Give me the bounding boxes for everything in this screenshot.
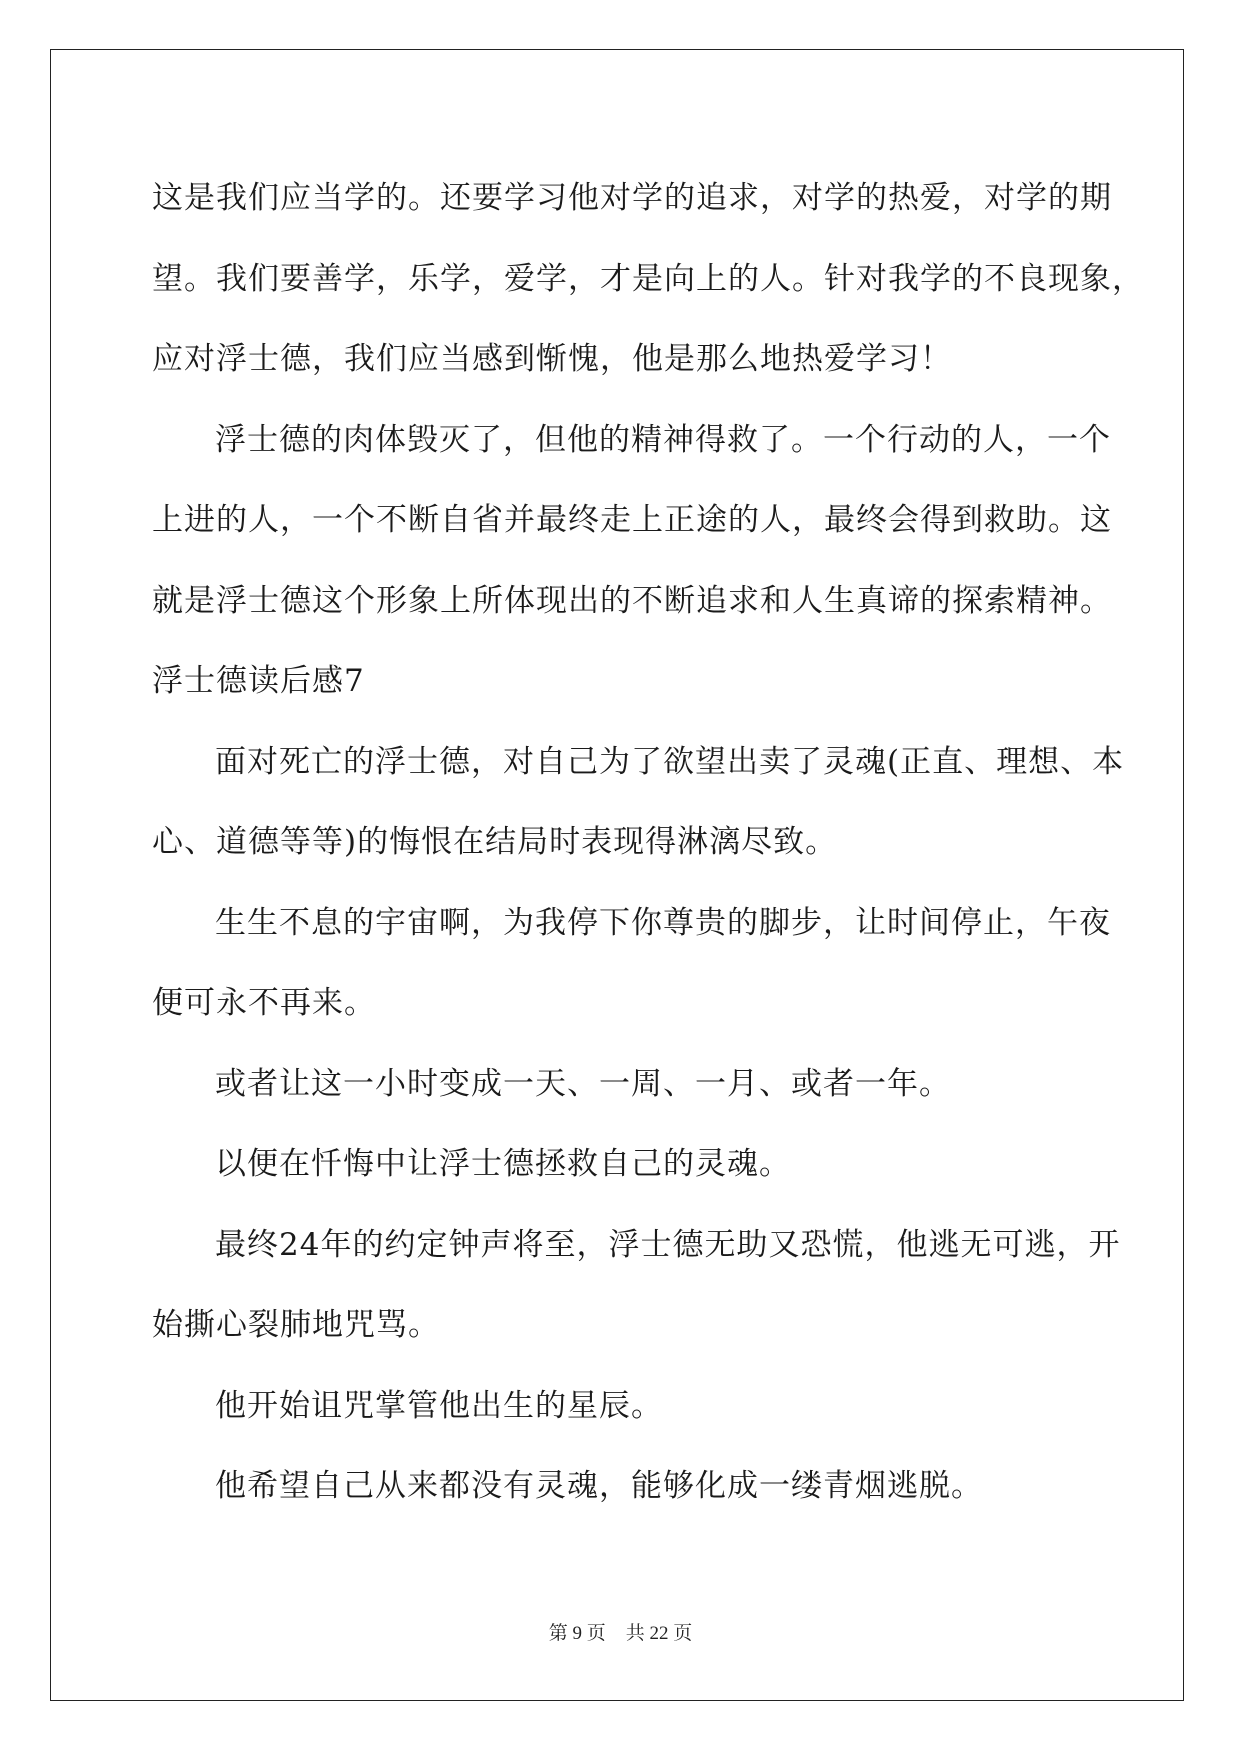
paragraph-line: 生生不息的宇宙啊，为我停下你尊贵的脚步，让时间停止，午夜 <box>215 904 1111 941</box>
paragraph-line: 就是浮士德这个形象上所体现出的不断追求和人生真谛的探索精神。 <box>152 582 1112 619</box>
paragraph-line: 望。我们要善学，乐学，爱学，才是向上的人。针对我学的不良现象， <box>152 260 1144 297</box>
paragraph-line: 便可永不再来。 <box>152 985 376 1021</box>
paragraph-line: 浮士德的肉体毁灭了，但他的精神得救了。一个行动的人，一个 <box>215 421 1111 458</box>
page-total: 共 22 页 <box>625 1623 693 1644</box>
paragraph-line: 以便在忏悔中让浮士德拯救自己的灵魂。 <box>215 1146 791 1182</box>
paragraph-line: 最终24年的约定钟声将至，浮士德无助又恐慌，他逃无可逃，开 <box>215 1226 1121 1263</box>
paragraph-line: 他希望自己从来都没有灵魂，能够化成一缕青烟逃脱。 <box>215 1468 983 1504</box>
paragraph-line: 应对浮士德，我们应当感到惭愧，他是那么地热爱学习！ <box>152 341 952 377</box>
page-footer <box>0 1622 1241 1646</box>
paragraph-line: 这是我们应当学的。还要学习他对学的追求，对学的热爱，对学的期 <box>152 180 1112 216</box>
section-heading: 浮士德读后感7 <box>152 663 365 699</box>
paragraph-line: 心、道德等等)的悔恨在结局时表现得淋漓尽致。 <box>152 824 838 860</box>
paragraph-line: 面对死亡的浮士德，对自己为了欲望出卖了灵魂(正直、理想、本 <box>215 743 1125 780</box>
paragraph-line: 他开始诅咒掌管他出生的星辰。 <box>215 1387 663 1424</box>
paragraph-line: 上进的人，一个不断自省并最终走上正途的人，最终会得到救助。这 <box>152 502 1112 538</box>
document-body <box>152 158 1144 1527</box>
page-number: 第 9 页 <box>548 1623 606 1644</box>
paragraph-line: 始撕心裂肺地咒骂。 <box>152 1307 440 1343</box>
paragraph-line: 或者让这一小时变成一天、一周、一月、或者一年。 <box>215 1065 951 1102</box>
